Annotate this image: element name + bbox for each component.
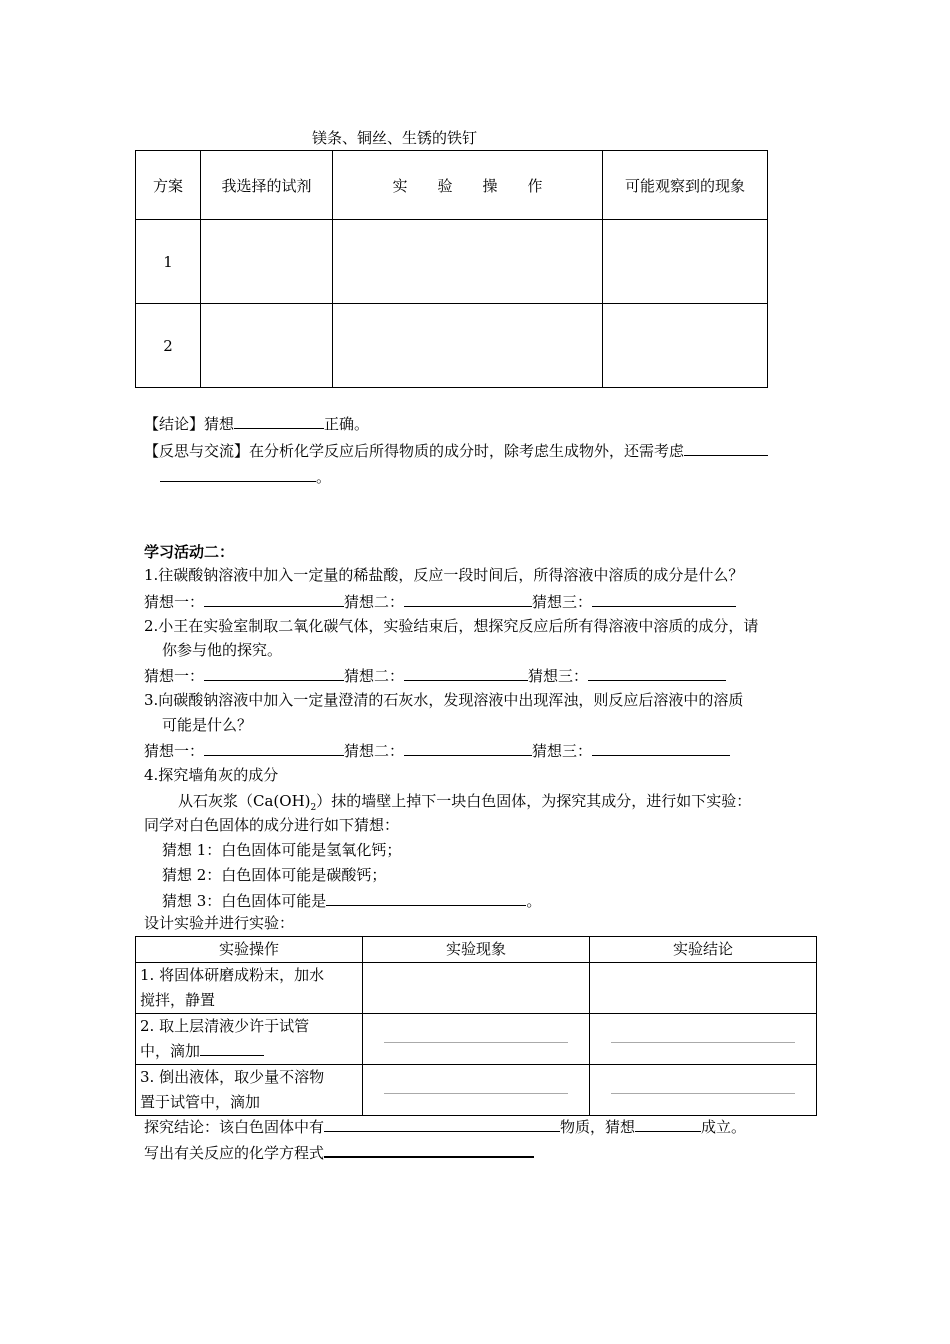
conclusion-suffix: 正确。 — [324, 415, 370, 433]
answer-line — [384, 1042, 568, 1043]
conclusion-cell[interactable] — [590, 963, 817, 1014]
q4-intro-sub: 2 — [310, 803, 317, 813]
phenomenon-cell[interactable] — [363, 1065, 590, 1116]
operation-cell — [136, 963, 363, 1014]
q1-guess-2-blank[interactable] — [404, 591, 532, 607]
q4-intro-line-2: 同学对白色固体的成分进行如下猜想： — [144, 816, 400, 834]
equation-blank[interactable] — [324, 1141, 534, 1158]
q2-guess-1-blank[interactable] — [204, 665, 344, 681]
answer-line — [611, 1093, 795, 1094]
hypothesis-2: 猜想 2：白色固体可能是碳酸钙； — [162, 866, 387, 884]
operation-line-1: 1. 将固体研磨成粉末，加水 — [140, 966, 325, 984]
guess-1-label: 猜想一： — [144, 742, 205, 760]
header-reagent: 我选择的试剂 — [201, 151, 333, 220]
reagent-blank[interactable] — [200, 1040, 264, 1056]
answer-line — [611, 1042, 795, 1043]
phenomenon-cell[interactable] — [363, 1014, 590, 1065]
table-row — [136, 1014, 817, 1065]
phenomenon-cell[interactable] — [363, 963, 590, 1014]
guess-2-label: 猜想二： — [344, 742, 405, 760]
hypothesis-3 — [162, 890, 541, 911]
guess-3-label: 猜想三： — [528, 667, 589, 685]
hypothesis-blank[interactable] — [635, 1116, 701, 1132]
q4-intro-b: ）抹的墙壁上掉下一块白色固体，为探究其成分，进行如下实验： — [316, 792, 752, 810]
equation-label: 写出有关反应的化学方程式 — [144, 1144, 325, 1162]
reflection-text: 【反思与交流】在分析化学反应后所得物质的成分时，除考虑生成物外，还需考虑 — [144, 442, 685, 460]
hypothesis-3-blank[interactable] — [326, 890, 526, 906]
operation-line-1: 3. 倒出液体，取少量不溶物 — [140, 1068, 325, 1086]
final-conclusion — [144, 1116, 746, 1137]
guess-1-label: 猜想一： — [144, 593, 205, 611]
phenomenon-cell[interactable] — [603, 220, 768, 304]
operation-cell — [136, 1065, 363, 1116]
plan-number: 1 — [136, 220, 201, 304]
operation-cell — [136, 1014, 363, 1065]
table1-caption: 镁条、铜丝、生锈的铁钉 — [312, 129, 478, 147]
question-3-line-2: 可能是什么？ — [162, 716, 253, 734]
reflection-end: 。 — [316, 468, 332, 486]
guess-1-label: 猜想一： — [144, 667, 205, 685]
reagent-cell[interactable] — [201, 220, 333, 304]
table-row — [136, 304, 768, 388]
header-phenomenon: 可能观察到的现象 — [603, 151, 768, 220]
q3-guesses — [144, 740, 730, 761]
header-plan: 方案 — [136, 151, 201, 220]
operation-cell[interactable] — [333, 220, 603, 304]
q2-guess-3-blank[interactable] — [588, 665, 726, 681]
reflection-blank-2[interactable] — [160, 466, 316, 482]
conclusion-cell[interactable] — [590, 1014, 817, 1065]
operation-line-2: 搅拌，静置 — [140, 991, 216, 1009]
q3-guess-1-blank[interactable] — [204, 740, 344, 756]
equation-line — [144, 1141, 534, 1163]
question-2-line-1: 2.小王在实验室制取二氧化碳气体，实验结束后，想探究反应后所有得溶液中溶质的成分，请 — [144, 617, 759, 635]
q2-guess-2-blank[interactable] — [404, 665, 528, 681]
q1-guesses — [144, 591, 736, 612]
plan-number: 2 — [136, 304, 201, 388]
activity2-title: 学习活动二： — [144, 543, 235, 561]
conclusion-label: 【结论】猜想 — [144, 415, 235, 433]
plan-table-header-row — [136, 151, 768, 220]
operation-line-2: 置于试管中，滴加 — [140, 1093, 261, 1111]
q4-intro-a: 从石灰浆（Ca(OH) — [178, 792, 311, 810]
reagent-cell[interactable] — [201, 304, 333, 388]
q1-guess-1-blank[interactable] — [204, 591, 344, 607]
operation-line-1: 2. 取上层清液少许于试管 — [140, 1017, 310, 1035]
q2-guesses — [144, 665, 726, 686]
guess-2-label: 猜想二： — [344, 593, 405, 611]
question-1: 1.往碳酸钠溶液中加入一定量的稀盐酸，反应一段时间后，所得溶液中溶质的成分是什么？ — [144, 566, 744, 584]
operation-line-2-text: 中，滴加 — [140, 1042, 201, 1060]
substance-blank[interactable] — [324, 1116, 560, 1132]
final-conclusion-mid: 物质，猜想 — [560, 1118, 636, 1136]
final-conclusion-label: 探究结论：该白色固体中有 — [144, 1118, 325, 1136]
hypothesis-3-suffix: 。 — [526, 892, 542, 910]
plan-table — [135, 150, 768, 388]
header-operation: 实 验 操 作 — [333, 151, 603, 220]
q3-guess-2-blank[interactable] — [404, 740, 532, 756]
question-3-line-1: 3.向碳酸钠溶液中加入一定量澄清的石灰水，发现溶液中出现浑浊，则反应后溶液中的溶质 — [144, 691, 744, 709]
experiment-table — [135, 936, 817, 1116]
hypothesis-3-label: 猜想 3：白色固体可能是 — [162, 892, 327, 910]
table-row — [136, 220, 768, 304]
header-operation: 实验操作 — [136, 937, 363, 963]
conclusion-blank[interactable] — [234, 413, 324, 429]
operation-line-2 — [140, 1039, 362, 1064]
header-conclusion: 实验结论 — [590, 937, 817, 963]
question-4: 4.探究墙角灰的成分 — [144, 766, 279, 784]
reflection-line-2 — [160, 466, 331, 487]
header-phenomenon: 实验现象 — [363, 937, 590, 963]
hypothesis-1: 猜想 1：白色固体可能是氢氧化钙； — [162, 841, 402, 859]
design-label: 设计实验并进行实验： — [144, 914, 295, 932]
experiment-table-header-row — [136, 937, 817, 963]
phenomenon-cell[interactable] — [603, 304, 768, 388]
guess-2-label: 猜想二： — [344, 667, 405, 685]
conclusion-cell[interactable] — [590, 1065, 817, 1116]
reflection-blank-1[interactable] — [684, 440, 768, 456]
answer-line — [384, 1093, 568, 1094]
reflection-line — [144, 440, 768, 461]
q4-intro — [178, 791, 751, 818]
guess-3-label: 猜想三： — [532, 593, 593, 611]
table-row — [136, 963, 817, 1014]
q3-guess-3-blank[interactable] — [592, 740, 730, 756]
operation-cell[interactable] — [333, 304, 603, 388]
conclusion-line — [144, 413, 369, 434]
guess-3-label: 猜想三： — [532, 742, 593, 760]
question-2-line-2: 你参与他的探究。 — [162, 641, 283, 659]
q1-guess-3-blank[interactable] — [592, 591, 736, 607]
table-row — [136, 1065, 817, 1116]
final-conclusion-suffix: 成立。 — [701, 1118, 747, 1136]
